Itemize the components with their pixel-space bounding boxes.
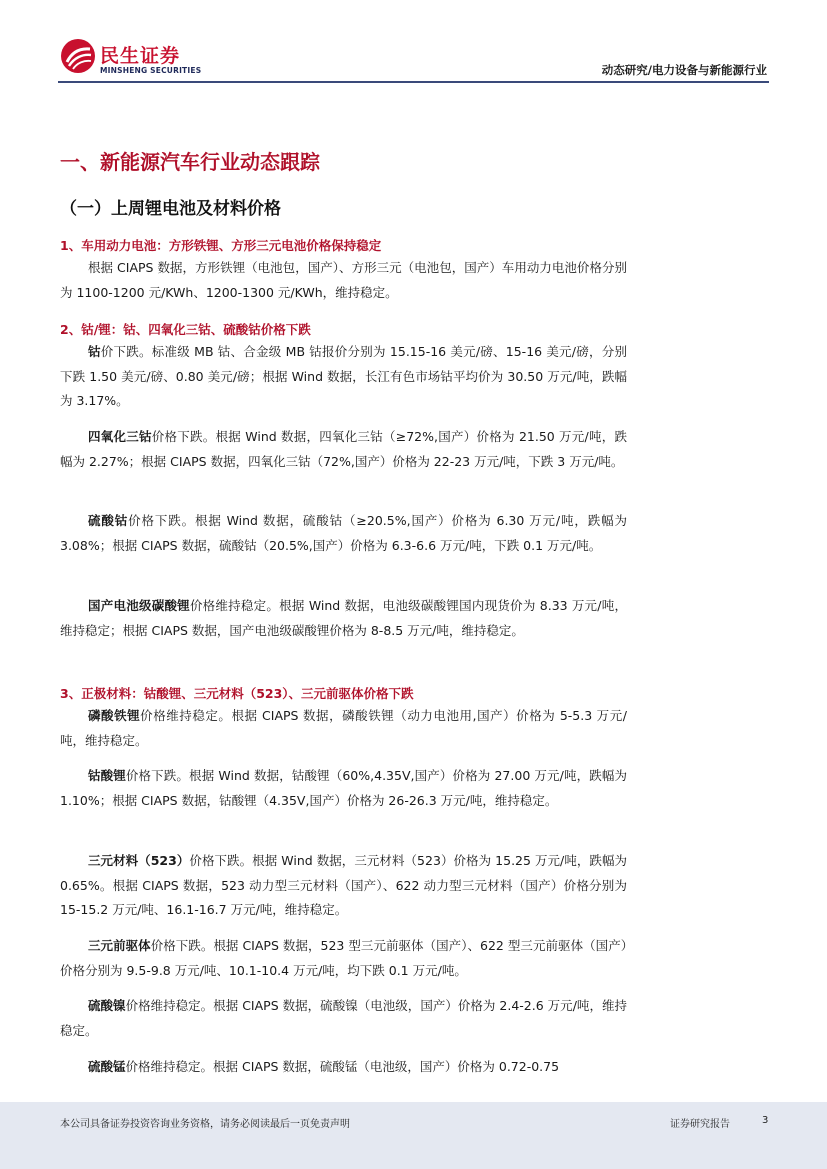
paragraph-mnso4-text: 价格维持稳定。根据 CIAPS 数据，硫酸锰（电池级，国产）价格为 0.72-0.75 xyxy=(125,1059,560,1074)
paragraph-ncm523 xyxy=(60,849,627,923)
paragraph-battery xyxy=(60,256,627,305)
paragraph-co3o4-text: 价格下跌。根据 Wind 数据，四氧化三钴（≥72%,国产）价格为 21.50 万元/吨，跌幅为 2.27%；根据 CIAPS 数据，四氧化三钴（72%,国产）价格为 22-23 万元/吨，下跌 3 万元/吨。 xyxy=(60,429,627,469)
paragraph-lithium-carbonate xyxy=(60,594,627,643)
paragraph-cobalt xyxy=(60,340,627,414)
paragraph-ncm523-bold: 三元材料（523） xyxy=(88,853,190,868)
paragraph-precursor xyxy=(60,934,627,983)
paragraph-precursor-bold: 三元前驱体 xyxy=(88,938,151,953)
paragraph-mnso4-bold: 硫酸锰 xyxy=(88,1059,126,1074)
paragraph-cobalt-tetroxide xyxy=(60,425,627,474)
logo-english-name: MINSHENG SECURITIES xyxy=(100,66,202,75)
paragraph-lithium-cobalt-oxide xyxy=(60,764,627,813)
page-header xyxy=(0,0,827,86)
paragraph-cobalt-sulfate xyxy=(60,509,627,558)
heading-cathode-materials: 3、正极材料：钴酸锂、三元材料（523）、三元前驱体价格下跌 xyxy=(60,686,414,701)
footer-report-type: 证券研究报告 xyxy=(670,1119,730,1130)
paragraph-nickel-sulfate xyxy=(60,994,627,1043)
paragraph-ncm523-text: 价格下跌。根据 Wind 数据，三元材料（523）价格为 15.25 万元/吨，跌幅为 0.65%。根据 CIAPS 数据，523 动力型三元材料（国产）、622 动力型三元材料（国产）价格分别为 15-15.2 万元/吨、16.1-16.7 万元/吨，维持稳定。 xyxy=(60,853,628,917)
paragraph-li2co3-bold: 国产电池级碳酸锂 xyxy=(88,598,190,613)
paragraph-cobalt-bold: 钴 xyxy=(88,344,101,359)
paragraph-battery-text: 根据 CIAPS 数据，方形铁锂（电池包，国产）、方形三元（电池包，国产）车用动力电池价格分别为 1100-1200 元/KWh、1200-1300 元/KWh，维持稳定。 xyxy=(60,260,627,300)
paragraph-niso4-text: 价格维持稳定。根据 CIAPS 数据，硫酸镍（电池级，国产）价格为 2.4-2.6 万元/吨，维持稳定。 xyxy=(60,998,627,1038)
subsection-title: （一）上周锂电池及材料价格 xyxy=(60,199,281,219)
minsheng-logo-icon xyxy=(60,38,96,74)
paragraph-lfp-bold: 磷酸铁锂 xyxy=(88,708,141,723)
paragraph-li2co3-text: 价格维持稳定。根据 Wind 数据，电池级碳酸锂国内现货价为 8.33 万元/吨，维持稳定；根据 CIAPS 数据，国产电池级碳酸锂价格为 8-8.5 万元/吨，维持稳定。 xyxy=(60,598,627,638)
paragraph-co3o4-bold: 四氧化三钴 xyxy=(88,429,152,444)
page-number: 3 xyxy=(762,1115,769,1126)
header-divider xyxy=(58,81,769,83)
paragraph-lco-bold: 钴酸锂 xyxy=(88,768,126,783)
paragraph-coso4-bold: 硫酸钴 xyxy=(88,513,129,528)
paragraph-lfp-text: 价格维持稳定。根据 CIAPS 数据，磷酸铁锂（动力电池用,国产）价格为 5-5.3 万元/吨，维持稳定。 xyxy=(60,708,627,748)
footer-disclaimer: 本公司具备证券投资咨询业务资格，请务必阅读最后一页免责声明 xyxy=(60,1119,350,1130)
paragraph-manganese-sulfate xyxy=(60,1055,627,1080)
page-footer xyxy=(0,1102,827,1169)
paragraph-precursor-text: 价格下跌。根据 CIAPS 数据，523 型三元前驱体（国产）、622 型三元前驱体（国产）价格分别为 9.5-9.8 万元/吨、10.1-10.4 万元/吨，均下跌 0.1 万元/吨。 xyxy=(60,938,627,978)
heading-battery: 1、车用动力电池：方形铁锂、方形三元电池价格保持稳定 xyxy=(60,238,382,253)
paragraph-coso4-text: 价格下跌。根据 Wind 数据，硫酸钴（≥20.5%,国产）价格为 6.30 万元/吨，跌幅为 3.08%；根据 CIAPS 数据，硫酸钴（20.5%,国产）价格为 6.3-6.6 万元/吨，下跌 0.1 万元/吨。 xyxy=(60,513,627,553)
report-category: 动态研究/电力设备与新能源行业 xyxy=(601,63,767,77)
section-title: 一、新能源汽车行业动态跟踪 xyxy=(60,150,320,174)
paragraph-cobalt-text: 价下跌。标准级 MB 钴、合金级 MB 钴报价分别为 15.15-16 美元/磅、15-16 美元/磅，分别下跌 1.50 美元/磅、0.80 美元/磅；根据 Wind 数据，长江有色市场钴平均价为 30.50 万元/吨，跌幅为 3.17%。 xyxy=(60,344,627,408)
heading-cobalt-lithium: 2、钴/锂：钴、四氧化三钴、硫酸钴价格下跌 xyxy=(60,322,311,337)
logo-chinese-name: 民生证券 xyxy=(100,45,181,67)
paragraph-niso4-bold: 硫酸镍 xyxy=(88,998,126,1013)
paragraph-lfp xyxy=(60,704,627,753)
paragraph-lco-text: 价格下跌。根据 Wind 数据，钴酸锂（60%,4.35V,国产）价格为 27.00 万元/吨，跌幅为 1.10%；根据 CIAPS 数据，钴酸锂（4.35V,国产）价格为 26-26.3 万元/吨，维持稳定。 xyxy=(60,768,627,808)
minsheng-logo xyxy=(60,38,210,82)
